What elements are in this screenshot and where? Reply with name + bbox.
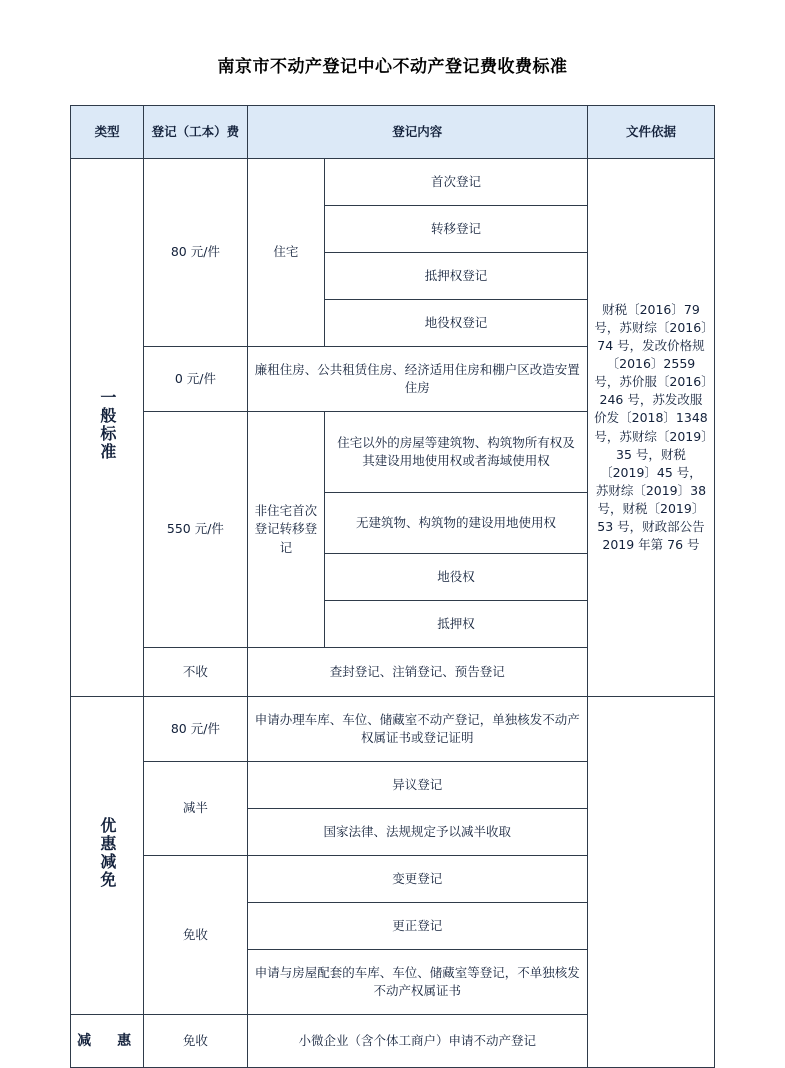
fee-none: 不收 [144,648,247,697]
fee-standard-table [70,105,715,1068]
item-change-reg: 变更登记 [247,856,587,903]
fee-550: 550 元/件 [144,412,247,648]
subcat-nonresidential: 非住宅首次登记转移登记 [247,412,325,648]
header-basis: 文件依据 [587,106,714,159]
group-discount-label: 优惠减免 [97,816,117,889]
item-correction-reg: 更正登记 [247,903,587,950]
fee-0: 0 元/件 [144,347,247,412]
item-nonres-building: 住宅以外的房屋等建筑物、构筑物所有权及其建设用地使用权或者海域使用权 [325,412,588,493]
item-garage-attached: 申请与房屋配套的车库、车位、储藏室等登记，不单独核发不动产权属证书 [247,950,587,1015]
group-general-label: 一般标准 [97,388,117,461]
table-row [71,697,715,762]
item-mortgage-reg: 抵押权登记 [325,253,588,300]
fee-80: 80 元/件 [144,159,247,347]
item-small-micro: 小微企业（含个体工商户）申请不动产登记 [247,1015,587,1068]
item-objection: 异议登记 [247,762,587,809]
subcat-residential: 住宅 [247,159,325,347]
item-transfer-reg: 转移登记 [325,206,588,253]
item-mortgage: 抵押权 [325,601,588,648]
item-garage-separate: 申请办理车库、车位、储藏室不动产登记，单独核发不动产权属证书或登记证明 [247,697,587,762]
fee-free: 免收 [144,856,247,1015]
item-law-half: 国家法律、法规规定予以减半收取 [247,809,587,856]
item-easement: 地役权 [325,554,588,601]
item-easement-reg: 地役权登记 [325,300,588,347]
fee-half: 减半 [144,762,247,856]
group-general [71,159,144,697]
table-header-row [71,106,715,159]
header-content: 登记内容 [247,106,587,159]
page-title: 南京市不动产登记中心不动产登记费收费标准 [217,57,568,77]
table-row [71,159,715,206]
item-nonres-land: 无建筑物、构筑物的建设用地使用权 [325,493,588,554]
item-seal-cancel-advance: 查封登记、注销登记、预告登记 [247,648,587,697]
fee-80-b: 80 元/件 [144,697,247,762]
group-discount [71,697,144,1015]
group-reduction-label: 减 惠 [77,1032,138,1049]
basis-content: 财税〔2016〕79 号，苏财综〔2016〕74 号，发改价格规〔2016〕2559 号，苏价服〔2016〕246 号，苏发改服价发〔2018〕1348 号，苏财综〔2019〕35 号，财税〔2019〕45 号，苏财综〔2019〕38 号，财税〔2019〕53 号，财政部公告 2019 年第 76 号 [587,159,714,697]
item-first-reg: 首次登记 [325,159,588,206]
header-fee: 登记（工本）费 [144,106,247,159]
basis-content-cont [587,697,714,1068]
item-affordable-housing: 廉租住房、公共租赁住房、经济适用住房和棚户区改造安置住房 [247,347,587,412]
fee-free-2: 免收 [144,1015,247,1068]
group-reduction [71,1015,144,1068]
header-type: 类型 [71,106,144,159]
